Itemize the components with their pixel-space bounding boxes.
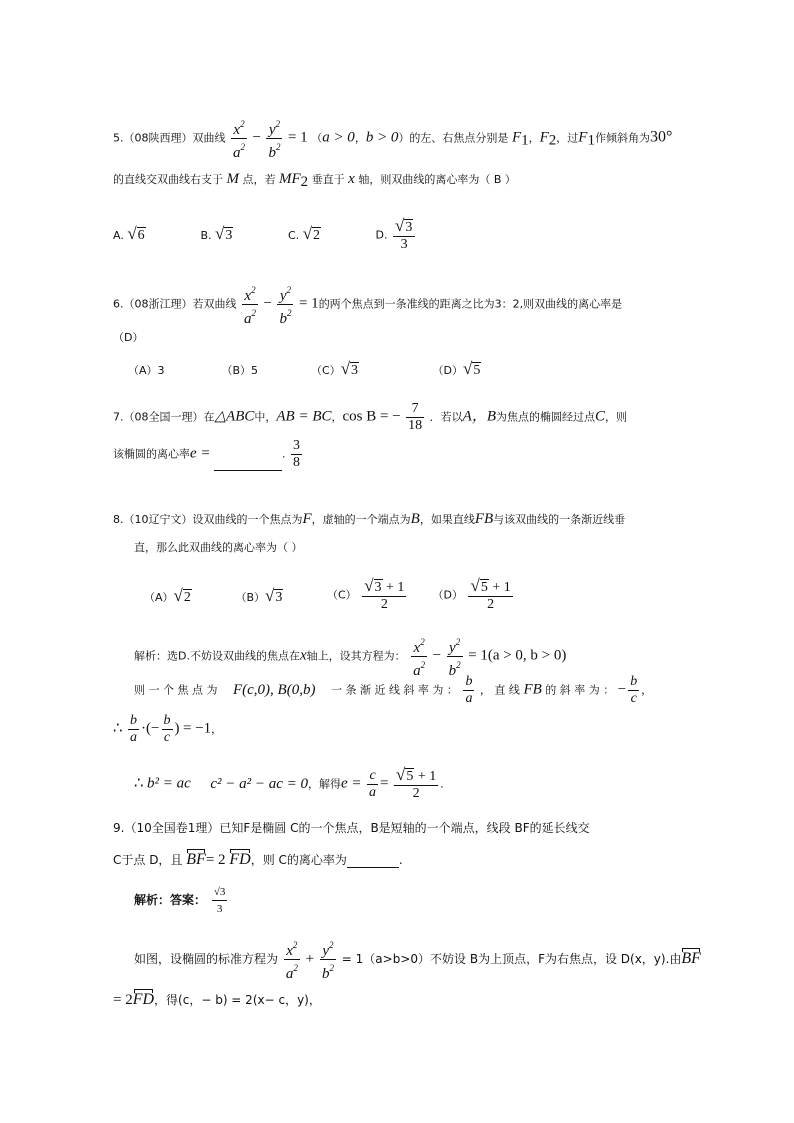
q9-line2: C于点 D，且 BF= 2 FD，则 C的离心率为 .	[113, 851, 403, 868]
q7-answer-frac: $\frac{3}{8}$	[293, 438, 301, 470]
q9-answer-blank[interactable]	[347, 867, 399, 868]
q5-cond-b: b > 0	[365, 129, 399, 146]
q8-sol4-frac-ca: $\frac{c}{a}$	[369, 768, 377, 800]
q8-sol2-frac-ba: $\frac{b}{a}$	[465, 674, 473, 706]
q5-options: A. √6 B. √3 C. √2 D. $\frac{√3}{3}$	[113, 218, 417, 253]
q6-answer: （D）	[113, 331, 144, 344]
q7-frac: $\frac{7}{18}$	[408, 401, 423, 433]
q7-line2: 该椭圆的离心率e = . $\frac{3}{8}$	[113, 438, 301, 470]
vector-fd: FD	[132, 991, 155, 1008]
q8-line2: 直，那么此双曲线的离心率为（ ）	[134, 541, 303, 554]
sqrt-icon: √3	[265, 585, 283, 605]
q8-line1: 8.（10辽宁文）设双曲线的一个焦点为F，虚轴的一个端点为B，如果直线FB与该双曲线的一条渐近线垂	[113, 511, 626, 527]
q7-answer-blank[interactable]	[214, 470, 282, 471]
q8-sol1-frac-x: $\frac{x^2}{a^2}$	[411, 634, 427, 679]
sqrt-icon: √3	[340, 359, 359, 378]
q5-line1: 5.（08陕西理）双曲线 $\frac{x^2}{a^2}$ − $\frac{y^2}{b^2}$ = 1 （a > 0，b > 0）的左、右焦点分别是 $F_1$，$F_2$，过$F_1$作倾斜角为30°	[113, 116, 672, 161]
q8-sol1-frac-y: $\frac{y^2}{b^2}$	[447, 634, 463, 679]
q9-sol2: = 2FD，得(c，− b) = 2(x− c，y)，	[113, 991, 321, 1008]
sqrt-icon: √6	[127, 223, 145, 243]
q9-line1: 9.（10全国卷1理）已知F是椭圆 C的一个焦点，B是短轴的一个端点，线段 BF的延长线交	[113, 821, 590, 835]
q5-angle: 30°	[649, 128, 673, 146]
q8-opt-d-frac: $\frac{√5 + 1}{2}$	[470, 576, 511, 612]
q8-sol4: ∴ b² = ac c² − a² − ac = 0，解得e = $\frac{c}{a}$ = $\frac{√5 + 1}{2}$ .	[134, 765, 444, 801]
q6-options: （A）3 （B）5 （C）√3 （D）√5	[128, 359, 481, 378]
q9-sol1-frac-y: $\frac{y^2}{b^2}$	[320, 937, 336, 982]
q8-options: （A）√2 （B）√3 （C） $\frac{√3 + 1}{2}$ （D） $\frac{√5 + 1}{2}$	[144, 576, 511, 612]
q8-sol3: ∴ $\frac{b}{a}$ ·(− $\frac{b}{c}$ ) = −1，	[113, 713, 223, 745]
sqrt-icon: √3	[215, 223, 233, 243]
q6-frac-x2a2: $\frac{x^2}{a^2}$	[242, 282, 258, 327]
q9-sol1-frac-x: $\frac{x^2}{a^2}$	[284, 937, 300, 982]
q8-sol3-frac-ba: $\frac{b}{a}$	[130, 713, 138, 745]
q6-frac-y2b2: $\frac{y^2}{b^2}$	[277, 282, 293, 327]
q8-sol4-frac-ans: $\frac{√5 + 1}{2}$	[396, 765, 437, 801]
vector-bf: BF	[186, 851, 206, 868]
vector-bf: BF	[681, 950, 701, 967]
q5-opt-d-frac: $\frac{√3}{3}$	[393, 218, 415, 253]
vector-fd: FD	[229, 851, 251, 868]
sqrt-icon: √5	[462, 359, 481, 378]
q5-frac-x2a2: $\frac{x^2}{a^2}$	[231, 116, 247, 161]
q8-sol3-frac-bc: $\frac{b}{c}$	[163, 713, 171, 745]
q5-line2: 的直线交双曲线右支于 M 点，若 $MF_2$ 垂直于 x 轴，则双曲线的离心率为（ B ）	[113, 171, 516, 190]
sqrt-icon: √2	[173, 585, 191, 605]
q9-sol1: 如图，设椭圆的标准方程为 $\frac{x^2}{a^2}$ + $\frac{y^2}{b^2}$ = 1（a>b>0）不妨设 B为上顶点，F为右焦点，设 D(x，y).由BF	[134, 937, 701, 982]
q9-answer: 解析：答案： $\frac{√3}{3}$	[134, 886, 226, 915]
q5-frac-y2b2: $\frac{y^2}{b^2}$	[266, 116, 282, 161]
q9-answer-frac: $\frac{√3}{3}$	[213, 886, 226, 915]
q7-line1: 7.（08全国一理）在△ABC中，AB = BC，cos B = − $\frac{7}{18}$ ．若以A，B为焦点的椭圆经过点C，则	[113, 401, 628, 433]
q8-sol1: 解析：选D.不妨设双曲线的焦点在x轴上，设其方程为： $\frac{x^2}{a^2}$ − $\frac{y^2}{b^2}$ = 1(a > 0, b > 0)	[134, 634, 566, 679]
q6-line1: 6.（08浙江理）若双曲线 $\frac{x^2}{a^2}$ − $\frac{y^2}{b^2}$ = 1的两个焦点到一条准线的距离之比为3：2,则双曲线的离心率是	[113, 282, 622, 327]
q5-prefix: 5.（08陕西理）双曲线	[113, 131, 226, 145]
q8-sol2-frac-bc: $\frac{b}{c}$	[630, 674, 638, 706]
q5-cond-a: a > 0	[322, 129, 355, 146]
sqrt-icon: √2	[302, 223, 321, 243]
q8-sol2: 则 一 个 焦 点 为 F(c,0), B(0,b) 一 条 渐 近 线 斜 率 为 ： $\frac{b}{a}$ ， 直 线 FB 的 斜 率 为 ： − $\frac{b}{c}$ ，	[134, 674, 653, 706]
q8-opt-c-frac: $\frac{√3 + 1}{2}$	[364, 576, 405, 612]
